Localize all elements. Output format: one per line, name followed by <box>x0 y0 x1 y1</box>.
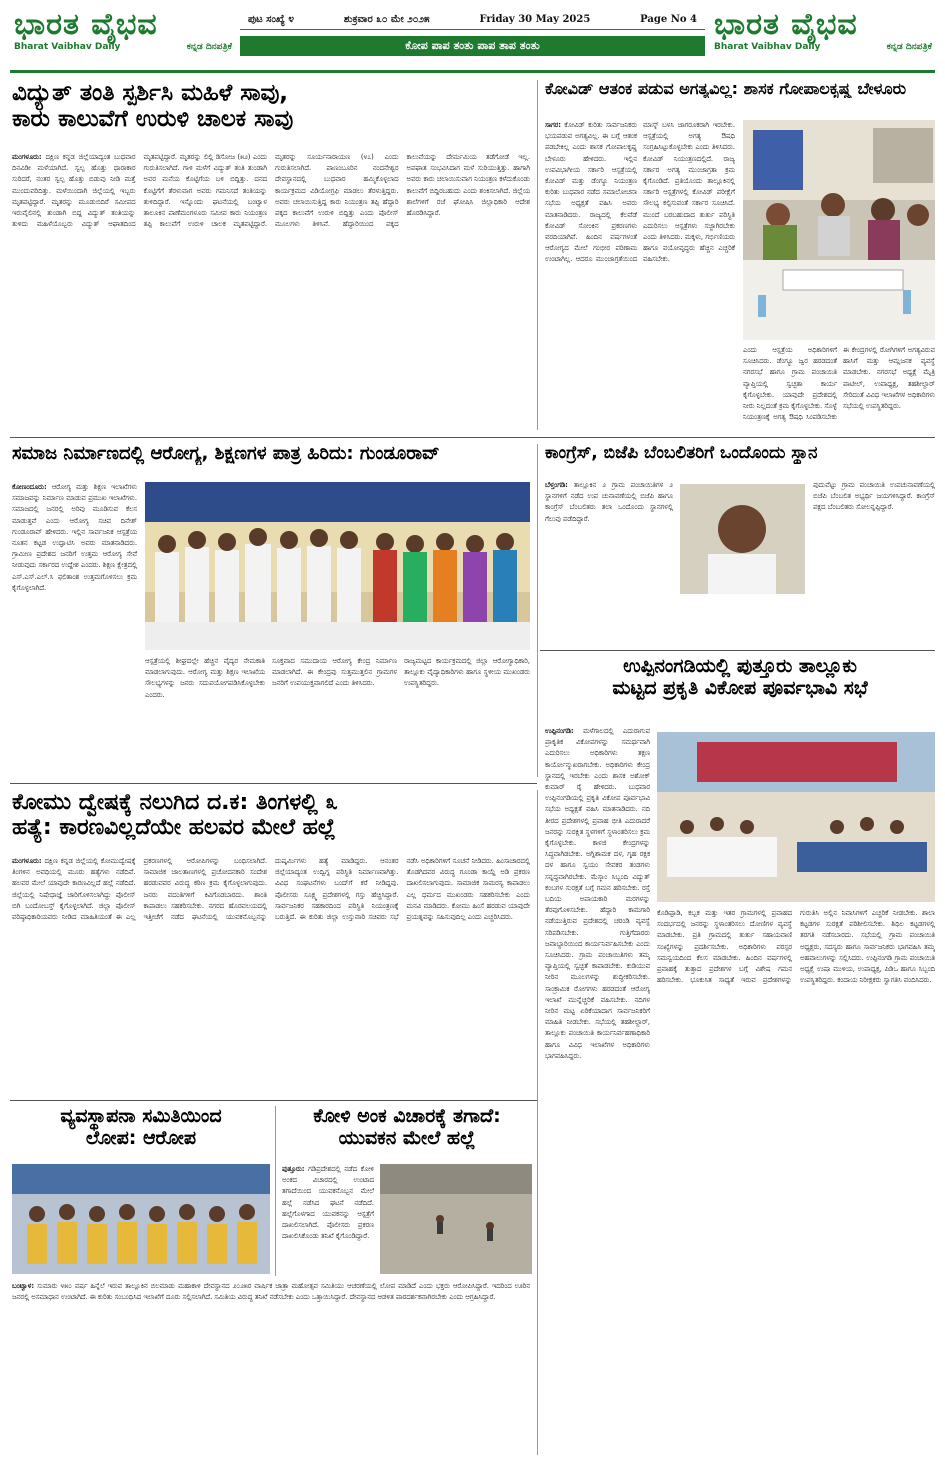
masthead-tagline: ಕೋಪ ಪಾಪ ತಂತು ಪಾಪ ತಾಪ ತಂತು <box>240 36 705 56</box>
logo-sub-english-right: Bharat Vaibhav Daily <box>714 42 821 52</box>
candidate-photo <box>680 484 805 594</box>
article-headline: ಕೋವಿಡ್ ಆತಂಕ ಪಡುವ ಅಗತ್ಯವಿಲ್ಲ: ಶಾಸಕ ಗೋಪಾಲಕೃಷ್ಣ ಬೇಳೂರು <box>545 80 907 98</box>
article-headline: ಕೋಳಿ ಅಂಕ ವಿಚಾರಕ್ಕೆ ತಗಾದೆ: ಯುವಕನ ಮೇಲೆ ಹಲ್ಲೆ <box>313 1105 501 1149</box>
article-health-education <box>12 444 530 777</box>
issue-info-bar <box>240 10 705 30</box>
article-headline: ಕಾಂಗ್ರೆಸ್, ಬಿಜೆಪಿ ಬೆಂಬಲಿತರಿಗೆ ಒಂದೊಂದು ಸ್ಥಾನ <box>545 444 818 463</box>
article-body <box>12 152 530 424</box>
article-panchayat-election <box>545 444 935 644</box>
article-body-right: ಪುದುವೆಟ್ಟು ಗ್ರಾಮ ಪಂಚಾಯಿತಿ ಉಪಚುನಾವಣೆಯಲ್ಲಿ ಬಿಜೆಪಿ ಬೆಂಬಲಿತ ಅಭ್ಯರ್ಥಿ ಜಯಗಳಿಸಿದ್ದಾರೆ. ಕಾಂಗ್ರೆಸ್ ಪಕ್ಷದ ಬೆಂಬಲಿತರು ಸೋಲನ್ನಪ್ಪಿದ್ದಾರೆ. <box>813 481 935 512</box>
students-photo <box>12 1164 270 1274</box>
article-cockfight-assault <box>282 1106 532 1286</box>
issue-number: ಪುಟ ಸಂಖ್ಯೆ ೪ <box>248 14 295 25</box>
logo-sub-english: Bharat Vaibhav Daily <box>14 42 121 52</box>
masthead-center <box>240 10 705 58</box>
logo-text: ಭಾರತ ವೈಭವ <box>14 7 158 42</box>
article-covid <box>545 80 935 430</box>
article-headline: ಉಪ್ಪಿನಂಗಡಿಯಲ್ಲಿ ಪುತ್ತೂರು ತಾಲ್ಲೂಕು ಮಟ್ಟದ ಪ್ರಕೃತಿ ವಿಕೋಪ ಪೂರ್ವಭಾವಿ ಸಭೆ <box>612 655 868 699</box>
dateline: ಮಂಗಳೂರು: <box>12 153 42 161</box>
article-headline: ಕೋಮು ದ್ವೇಷಕ್ಕೆ ನಲುಗಿದ ದ.ಕ: ತಿಂಗಳಲ್ಲಿ ೩ ಹತ್ಯೆ: ಕಾರಣವಿಲ್ಲದೆಯೇ ಹಲವರ ಮೇಲೆ ಹಲ್ಲೆ <box>12 790 338 841</box>
students-photo-image <box>12 1164 270 1274</box>
hall-meeting-photo-image <box>657 732 935 902</box>
event-photo-image <box>145 482 530 650</box>
logo-sub-kannada-right: ಕನ್ನಡ ದಿನಪತ್ರಿಕೆ <box>886 42 932 52</box>
hall-meeting-photo <box>657 732 935 902</box>
article-electrocution <box>12 80 530 430</box>
article-body: ಬಂಟ್ವಾಳ: ಸುಮಾರು ೪೫೦ ವರ್ಷ ಹಿನ್ನೆಲೆ ಇರುವ ತಾಲ್ಲೂಕಿನ ಬಿಲಮಾಡು ಮಹಾಕಾಳಿ ದೇವಸ್ಥಾನದ ೨೦೨೫ರ ವಾರ್ಷಿಕ ಜಾತ್ರಾ ಮಹೋತ್ಸವ ಸಮಿತಿಯು ಆಚರಣೆಯಲ್ಲಿ ಲೋಪ ಮಾಡಿದೆ ಎಂದು ಭಕ್ತರು ಆರೋಪಿಸಿದ್ದಾರೆ. ಇದರಿಂದ ಊರಿನ ಜನರಲ್ಲಿ ಅಸಮಾಧಾನ ಉಂಟಾಗಿದೆ. ಈ ಕುರಿತು ಸಂಬಂಧಿಸಿದ ಇಲಾಖೆಗೆ ದೂರು ಸಲ್ಲಿಸಲಾಗಿದೆ. ಸಮಿತಿಯ ವಿರುದ್ಧ ತನಿಖೆ ನಡೆಸಬೇಕು ಎಂದು ಒತ್ತಾಯಿಸಿದ್ದಾರೆ. ದೇವಸ್ಥಾನದ ಆಡಳಿತ ಪಾರದರ್ಶಕವಾಗಿರಬೇಕು ಎಂದು ಆಗ್ರಹಿಸಿದ್ದಾರೆ. <box>12 1282 530 1302</box>
candidate-photo-image <box>680 484 805 594</box>
article-body-mid1: ಆಸ್ಪತ್ರೆಯಲ್ಲಿ ಶೀಘ್ರದಲ್ಲೇ ಹೆಚ್ಚಿನ ವೈದ್ಯರ ನೇಮಕಾತಿ ಮಾಡಲಾಗುವುದು. ಆರೋಗ್ಯ ಮತ್ತು ಶಿಕ್ಷಣ ಇಲಾಖೆಯ ಸೌಲಭ್ಯಗಳನ್ನು ಜನರು ಸದುಪಯೋಗಪಡಿಸಿಕೊಳ್ಳಬೇಕು ಎಂದರು. <box>145 657 265 699</box>
masthead-logo-right <box>714 8 932 62</box>
article-body-right: ಕೊಡಿಪ್ಪಾಡಿ, ಕಬ್ಬಕ ಮತ್ತು ಇತರ ಗ್ರಾಮಗಳಲ್ಲಿ ಪ್ರವಾಹದ ಸಂದರ್ಭದಲ್ಲಿ ಜನರನ್ನು ಸ್ಥಳಾಂತರಿಸಲು ದೋಣಿಗಳ ವ್ಯವಸ್ಥೆ ಮಾಡಬೇಕು. ಪ್ರತಿ ಗ್ರಾಮದಲ್ಲಿ ತುರ್ತು ಸಹಾಯವಾಣಿ ಸಂಖ್ಯೆಗಳನ್ನು ಪ್ರದರ್ಶಿಸಬೇಕು. ಅಧಿಕಾರಿಗಳು ಪರಸ್ಪರ ಸಮನ್ವಯದಿಂದ ಕೆಲಸ ಮಾಡಬೇಕು. ಹಿಂದಿನ ವರ್ಷಗಳಲ್ಲಿ ಪ್ರವಾಹಕ್ಕೆ ತುತ್ತಾದ ಪ್ರದೇಶಗಳ ಬಗ್ಗೆ ವಿಶೇಷ ಗಮನ ಹರಿಸಬೇಕು. ಭೂಕುಸಿತ ಸಾಧ್ಯತೆ ಇರುವ ಪ್ರದೇಶಗಳನ್ನು ಗುರುತಿಸಿ ಅಲ್ಲಿನ ನಿವಾಸಿಗಳಿಗೆ ಎಚ್ಚರಿಕೆ ನೀಡಬೇಕು. ಶಾಲಾ ಕಟ್ಟಡಗಳ ಸುರಕ್ಷತೆ ಪರಿಶೀಲಿಸಬೇಕು. ಶಿಥಿಲ ಕಟ್ಟಡಗಳಲ್ಲಿ ತರಗತಿ ನಡೆಸಬಾರದು. ಸಭೆಯಲ್ಲಿ ಗ್ರಾಮ ಪಂಚಾಯಿತಿ ಅಧ್ಯಕ್ಷರು, ಸದಸ್ಯರು ಹಾಗೂ ಸಾರ್ವಜನಿಕರು ಭಾಗವಹಿಸಿ ತಮ್ಮ ಅಹವಾಲುಗಳನ್ನು ಸಲ್ಲಿಸಿದರು. ಉಪ್ಪಿನಂಗಡಿ ಗ್ರಾಮ ಪಂಚಾಯಿತಿ ಅಧ್ಯಕ್ಷೆ ಉಷಾ ಮುಳಿಯ, ಉಪಾಧ್ಯಕ್ಷ, ಪಿಡಿಒ ಹಾಗೂ ಸಿಬ್ಬಂದಿ ಉಪಸ್ಥಿತರಿದ್ದರು. ಕಂದಾಯ ನಿರೀಕ್ಷಕರು ಸ್ವಾಗತಿಸಿ ವಂದಿಸಿದರು. <box>657 909 935 985</box>
street-photo-image <box>380 1164 532 1274</box>
page-number: Page No 4 <box>640 14 697 25</box>
article-headline: ಸಮಾಜ ನಿರ್ಮಾಣದಲ್ಲಿ ಆರೋಗ್ಯ, ಶಿಕ್ಷಣಗಳ ಪಾತ್ರ ಹಿರಿದು: ಗುಂಡೂರಾವ್ <box>12 444 440 464</box>
meeting-photo-image <box>743 120 935 340</box>
article-body-mid3: ರಾಜ್ಯಮಟ್ಟದ ಕಾರ್ಯಕ್ರಮದಲ್ಲಿ ಜಿಲ್ಲಾ ಆರೋಗ್ಯಾಧಿಕಾರಿ, ತಾಲ್ಲೂಕು ವೈದ್ಯಾಧಿಕಾರಿಗಳು ಹಾಗೂ ಸ್ಥಳೀಯ ಮುಖಂಡರು ಉಪಸ್ಥಿತರಿದ್ದರು. <box>404 657 530 688</box>
street-photo <box>380 1164 532 1274</box>
article-disaster-meeting <box>545 656 935 1456</box>
masthead-logo-left <box>14 8 232 62</box>
article-body: ಮಂಗಳೂರು: ದಕ್ಷಿಣ ಕನ್ನಡ ಜಿಲ್ಲೆಯಲ್ಲಿ ಕೋಮುದ್ವೇಷಕ್ಕೆ ತಿಂಗಳಿನ ಅವಧಿಯಲ್ಲಿ ಮೂರು ಹತ್ಯೆಗಳು ನಡೆದಿವೆ. ಹಲವರ ಮೇಲೆ ಯಾವುದೇ ಕಾರಣವಿಲ್ಲದೆ ಹಲ್ಲೆ ನಡೆದಿದೆ. ಜಿಲ್ಲೆಯಲ್ಲಿ ನಿಷೇಧಾಜ್ಞೆ ಜಾರಿಗೊಳಿಸಲಾಗಿದ್ದು ಪೊಲೀಸ್ ಬಿಗಿ ಬಂದೋಬಸ್ತ್ ಕೈಗೊಳ್ಳಲಾಗಿದೆ. ಜಿಲ್ಲಾ ಪೊಲೀಸ್ ವರಿಷ್ಠಾಧಿಕಾರಿಯವರು ನೀಡಿದ ಮಾಹಿತಿಯಂತೆ ಈ ಎಲ್ಲ ಪ್ರಕರಣಗಳಲ್ಲಿ ಆರೋಪಿಗಳನ್ನು ಬಂಧಿಸಲಾಗಿದೆ. ಸಾಮಾಜಿಕ ಜಾಲತಾಣಗಳಲ್ಲಿ ಪ್ರಚೋದನಕಾರಿ ಸಂದೇಶ ಹರಡುವವರ ವಿರುದ್ಧ ಕಠಿಣ ಕ್ರಮ ಕೈಗೊಳ್ಳಲಾಗುವುದು. ಜನರು ವದಂತಿಗಳಿಗೆ ಕಿವಿಗೊಡಬಾರದು. ಶಾಂತಿ ಕಾಪಾಡಲು ಸಹಕರಿಸಬೇಕು. ನಗರದ ಹೊರವಲಯದಲ್ಲಿ ಇತ್ತೀಚೆಗೆ ನಡೆದ ಘಟನೆಯಲ್ಲಿ ಯುವಕನೊಬ್ಬನನ್ನು ದುಷ್ಕರ್ಮಿಗಳು ಹತ್ಯೆ ಮಾಡಿದ್ದರು. ಆನಂತರ ಜಿಲ್ಲೆಯಾದ್ಯಂತ ಉದ್ವಿಗ್ನ ಪರಿಸ್ಥಿತಿ ನಿರ್ಮಾಣವಾಗಿತ್ತು. ವಿವಿಧ ಸಂಘಟನೆಗಳು ಬಂದ್‌ಗೆ ಕರೆ ನೀಡಿದ್ದವು. ಪೊಲೀಸರು ಸೂಕ್ಷ್ಮ ಪ್ರದೇಶಗಳಲ್ಲಿ ಗಸ್ತು ಹೆಚ್ಚಿಸಿದ್ದಾರೆ. ಸಾರ್ವಜನಿಕರ ಸಹಕಾರದಿಂದ ಪರಿಸ್ಥಿತಿ ನಿಯಂತ್ರಣಕ್ಕೆ ಬರುತ್ತಿದೆ. ಈ ಕುರಿತು ಜಿಲ್ಲಾ ಉಸ್ತುವಾರಿ ಸಚಿವರು ಸಭೆ ನಡೆಸಿ ಅಧಿಕಾರಿಗಳಿಗೆ ಸೂಚನೆ ನೀಡಿದರು. ಹಿಂಸಾಚಾರದಲ್ಲಿ ತೊಡಗಿದವರ ವಿರುದ್ಧ ಗೂಂಡಾ ಕಾಯ್ದೆ ಅಡಿ ಪ್ರಕರಣ ದಾಖಲಿಸಲಾಗುವುದು. ಸಾಮಾಜಿಕ ಸಾಮರಸ್ಯ ಕಾಪಾಡಲು ಎಲ್ಲ ಧರ್ಮದ ಮುಖಂಡರು ಸಹಕರಿಸಬೇಕು ಎಂದು ಮನವಿ ಮಾಡಿದರು. ಕೋಮು ಹಿಂಸೆ ಹರಡುವ ಯಾವುದೇ ಪ್ರಯತ್ನವನ್ನು ಸಹಿಸುವುದಿಲ್ಲ ಎಂದು ಎಚ್ಚರಿಸಿದರು. <box>12 857 530 922</box>
article-body-left: ಬೆಳ್ತಂಗಡಿ: ತಾಲ್ಲೂಕಿನ ೨ ಗ್ರಾಮ ಪಂಚಾಯಿತಿಗಳ ೨ ಸ್ಥಾನಗಳಿಗೆ ನಡೆದ ಉಪ ಚುನಾವಣೆಯಲ್ಲಿ ಬಿಜೆಪಿ ಹಾಗೂ ಕಾಂಗ್ರೆಸ್ ಬೆಂಬಲಿತರು ತಲಾ ಒಂದೊಂದು ಸ್ಥಾನಗಳಲ್ಲಿ ಗೆಲುವು ಪಡೆದಿದ್ದಾರೆ. <box>545 481 673 523</box>
article-body-mid2: ಸೂಕ್ತವಾದ ಸಮುದಾಯ ಆರೋಗ್ಯ ಕೇಂದ್ರ ನಿರ್ಮಾಣ ಮಾಡಲಾಗಿದೆ. ಈ ಕೇಂದ್ರವು ಸುತ್ತಮುತ್ತಲಿನ ಗ್ರಾಮಗಳ ಜನರಿಗೆ ಉಪಯುಕ್ತವಾಗಲಿದೆ ಎಂದು ತಿಳಿಸಿದರು. <box>272 657 397 688</box>
meeting-photo <box>743 120 935 340</box>
article-headline: ವಿದ್ಯುತ್ ತಂತಿ ಸ್ಪರ್ಶಿಸಿ ಮಹಿಳೆ ಸಾವು, ಕಾರು ಕಾಲುವೆಗೆ ಉರುಳಿ ಚಾಲಕ ಸಾವು <box>12 80 294 133</box>
article-body-left: ಉಪ್ಪಿನಂಗಡಿ: ಮಳೆಗಾಲದಲ್ಲಿ ಎದುರಾಗುವ ಪ್ರಾಕೃತಿಕ ವಿಕೋಪಗಳನ್ನು ಸಮರ್ಥವಾಗಿ ಎದುರಿಸಲು ಅಧಿಕಾರಿಗಳು ತಕ್ಷಣ ಕಾರ್ಯೋನ್ಮುಖರಾಗಬೇಕು. ಅಧಿಕಾರಿಗಳು ಕೇಂದ್ರ ಸ್ಥಾನದಲ್ಲಿ ಇರಬೇಕು ಎಂದು ಶಾಸಕ ಅಶೋಕ್ ಕುಮಾರ್ ರೈ ಹೇಳಿದರು. ಬುಧವಾರ ಉಪ್ಪಿನಂಗಡಿಯಲ್ಲಿ ಪ್ರಕೃತಿ ವಿಕೋಪ ಪೂರ್ವಭಾವಿ ಸಭೆಯ ಅಧ್ಯಕ್ಷತೆ ವಹಿಸಿ ಮಾತನಾಡಿದರು. ನದಿ ತೀರದ ಪ್ರದೇಶಗಳಲ್ಲಿ ಪ್ರವಾಹ ಭೀತಿ ಎದುರಾದರೆ ಜನರನ್ನು ಸುರಕ್ಷಿತ ಸ್ಥಳಗಳಿಗೆ ಸ್ಥಳಾಂತರಿಸಲು ಕ್ರಮ ಕೈಗೊಳ್ಳಬೇಕು. ಕಾಳಜಿ ಕೇಂದ್ರಗಳನ್ನು ಸಿದ್ಧವಾಗಿಡಬೇಕು. ಅಗ್ನಿಶಾಮಕ ದಳ, ಗೃಹ ರಕ್ಷಕ ದಳ ಹಾಗೂ ಸ್ವಯಂ ಸೇವಕರ ತಂಡಗಳು ಸನ್ನದ್ಧವಾಗಿರಬೇಕು. ಮೆಸ್ಕಾಂ ಸಿಬ್ಬಂದಿ ವಿದ್ಯುತ್ ಕಂಬಗಳ ಸುರಕ್ಷತೆ ಬಗ್ಗೆ ಗಮನ ಹರಿಸಬೇಕು. ರಸ್ತೆ ಬದಿಯ ಅಪಾಯಕಾರಿ ಮರಗಳನ್ನು ತೆರವುಗೊಳಿಸಬೇಕು. ಹೆದ್ದಾರಿ ಕಾಮಗಾರಿ ನಡೆಯುತ್ತಿರುವ ಪ್ರದೇಶದಲ್ಲಿ ಚರಂಡಿ ವ್ಯವಸ್ಥೆ ಸರಿಪಡಿಸಬೇಕು. ಗುತ್ತಿಗೆದಾರರು ಜವಾಬ್ದಾರಿಯಿಂದ ಕಾರ್ಯನಿರ್ವಹಿಸಬೇಕು ಎಂದು ಸೂಚಿಸಿದರು. ಗ್ರಾಮ ಪಂಚಾಯಿತಿಗಳು ತಮ್ಮ ವ್ಯಾಪ್ತಿಯಲ್ಲಿ ಸ್ವಚ್ಛತೆ ಕಾಪಾಡಬೇಕು. ಕುಡಿಯುವ ನೀರಿನ ಮೂಲಗಳನ್ನು ಶುದ್ಧೀಕರಿಸಬೇಕು. ಸಾಂಕ್ರಾಮಿಕ ರೋಗಗಳು ಹರಡದಂತೆ ಆರೋಗ್ಯ ಇಲಾಖೆ ಮುನ್ನೆಚ್ಚರಿಕೆ ವಹಿಸಬೇಕು. ನದಿಗಳ ನೀರಿನ ಮಟ್ಟ ಏರಿಕೆಯಾದಾಗ ಸಾರ್ವಜನಿಕರಿಗೆ ಮಾಹಿತಿ ನೀಡಬೇಕು. ಸಭೆಯಲ್ಲಿ ತಹಶೀಲ್ದಾರ್, ತಾಲ್ಲೂಕು ಪಂಚಾಯಿತಿ ಕಾರ್ಯನಿರ್ವಹಣಾಧಿಕಾರಿ ಹಾಗೂ ವಿವಿಧ ಇಲಾಖೆಗಳ ಅಧಿಕಾರಿಗಳು ಭಾಗವಹಿಸಿದ್ದರು. <box>545 727 650 1060</box>
article-communal-violence <box>12 790 530 1095</box>
article-body-right2: ಈ ಕೇಂದ್ರಗಳಲ್ಲಿ ರೋಗಿಗಳಿಗೆ ಅಗತ್ಯವಿರುವ ಹಾಸಿಗೆ ಮತ್ತು ಆಮ್ಲಜನಕ ವ್ಯವಸ್ಥೆ ಮಾಡಬೇಕು. ನಗರಸಭೆ ಅಧ್ಯಕ್ಷೆ ಮೈತ್ರಿ ಪಾಟೀಲ್, ಉಪಾಧ್ಯಕ್ಷ, ತಹಶೀಲ್ದಾರ್ ಸೇರಿದಂತೆ ವಿವಿಧ ಇಲಾಖೆಗಳ ಅಧಿಕಾರಿಗಳು ಸಭೆಯಲ್ಲಿ ಉಪಸ್ಥಿತರಿದ್ದರು. <box>843 346 935 411</box>
logo-text-right: ಭಾರತ ವೈಭವ <box>714 7 858 42</box>
article-headline: ವ್ಯವಸ್ಥಾಪನಾ ಸಮಿತಿಯಿಂದ ಲೋಪ: ಆರೋಪ <box>60 1105 222 1149</box>
date-english: Friday 30 May 2025 <box>479 14 591 25</box>
article-body: ಪುತ್ತೂರು: ಗಡಿಪ್ರದೇಶದಲ್ಲಿ ನಡೆದ ಕೋಳಿ ಅಂಕದ ವಿಚಾರದಲ್ಲಿ ಉಂಟಾದ ತಗಾದೆಯಿಂದ ಯುವಕನೊಬ್ಬನ ಮೇಲೆ ಹಲ್ಲೆ ನಡೆಸಿದ ಘಟನೆ ನಡೆದಿದೆ. ಹಲ್ಲೆಗೊಳಗಾದ ಯುವಕನನ್ನು ಆಸ್ಪತ್ರೆಗೆ ದಾಖಲಿಸಲಾಗಿದೆ. ಪೊಲೀಸರು ಪ್ರಕರಣ ದಾಖಲಿಸಿಕೊಂಡು ತನಿಖೆ ಕೈಗೊಂಡಿದ್ದಾರೆ. <box>282 1165 374 1241</box>
logo-sub-kannada: ಕನ್ನಡ ದಿನಪತ್ರಿಕೆ <box>186 42 232 52</box>
date-kannada: ಶುಕ್ರವಾರ ೩೦ ಮೇ ೨೦೨೫ <box>343 14 430 25</box>
article-text: ದಕ್ಷಿಣ ಕನ್ನಡ ಜಿಲ್ಲೆಯಾದ್ಯಂತ ಬುಧವಾರ ದಿನವಿಡೀ ಮಳೆಯಾಗಿದೆ. ಸ್ವಲ್ಪ ಹೊತ್ತು ಧಾರಾಕಾರ ಸುರಿದರೆ, ನಂತರ ಸ್ವಲ್ಪ ಹೊತ್ತು ಬಿಡುವು ನೀಡಿ ಮತ್ತೆ ಮುಂದುವರಿದಿತ್ತು. ಮಳೆಯಿಂದಾಗಿ ಜಿಲ್ಲೆಯಲ್ಲಿ ಇಬ್ಬರು ಮೃತಪಟ್ಟಿದ್ದಾರೆ. ಮೃತರನ್ನು ಮೂಡುಬಿದಿರೆ ಸಮೀಪದ ಇರುವೈಲಿನಲ್ಲಿ ತುಂಡಾಗಿ ಬಿದ್ದ ವಿದ್ಯುತ್ ತಂತಿಯನ್ನು ತುಳಿದು ಮಹಿಳೆಯೊಬ್ಬರು ವಿದ್ಯುತ್ ಆಘಾತದಿಂದ ಮೃತಪಟ್ಟಿದ್ದಾರೆ. ಮೃತರನ್ನು ಲಿಲ್ಲಿ ಡಿಸೋಜ (೫೨) ಎಂದು ಗುರುತಿಸಲಾಗಿದೆ. ಗಾಳಿ ಮಳೆಗೆ ವಿದ್ಯುತ್ ತಂತಿ ತುಂಡಾಗಿ ಅವರ ಮನೆಯ ಕೊಟ್ಟಿಗೆಯ ಬಳಿ ಬಿದ್ದಿತ್ತು. ದನದ ಕೊಟ್ಟಿಗೆಗೆ ತೆರಳುವಾಗ ಅವರು ಗಮನಿಸದೆ ತಂತಿಯನ್ನು ತುಳಿದಿದ್ದಾರೆ. ಇನ್ನೊಂದು ಘಟನೆಯಲ್ಲಿ ಬಂಟ್ವಾಳ ತಾಲೂಕಿನ ಪಾಣೆಮಂಗಳೂರು ಸಮೀಪ ಕಾರು ನಿಯಂತ್ರಣ ತಪ್ಪಿ ಕಾಲುವೆಗೆ ಉರುಳಿ ಚಾಲಕ ಮೃತಪಟ್ಟಿದ್ದಾರೆ. ಮೃತರನ್ನು ಸೂರ್ಯನಾರಾಯಣ (೪೭) ಎಂದು ಗುರುತಿಸಲಾಗಿದೆ. ಪಾಣಂಬೂರಿನ ನಂದನೇಶ್ವರ ದೇವಸ್ಥಾನದಲ್ಲಿ ಬುಧವಾರ ಹಮ್ಮಿಕೊಳ್ಳಲಾದ ಕಾರ್ಯಕ್ರಮದ ವಿಡಿಯೋಗ್ರಫಿ ಮಾಡಲು ತೆರಳುತ್ತಿದ್ದರು. ಅವರು ಚಲಾಯಿಸುತ್ತಿದ್ದ ಕಾರು ನಿಯಂತ್ರಣ ತಪ್ಪಿ ಹೆದ್ದಾರಿ ಪಕ್ಕದ ಕಾಲುವೆಗೆ ಉರುಳಿ ಬಿದ್ದಿತ್ತು ಎಂದು ಪೊಲೀಸ್ ಮೂಲಗಳು ತಿಳಿಸಿವೆ. ಹೆದ್ದಾರಿಯಿಂದ ಪಕ್ಕದ ಕಾಲುವೆಯನ್ನು ದೇರ್ಮಮಿಯ ತಡೆಗೋಡೆ ಇಲ್ಲ. ಅಪಘಾತ ಸಂಭವಿಸಿದಾಗ ಮಳೆ ಸುರಿಯುತ್ತಿತ್ತು. ಹಾಗಾಗಿ ಅವರು ಕಾರು ಚಲಾಯಿಸುವಾಗ ನಿಯಂತ್ರಣ ಕಳೆದುಕೊಂಡು ಕಾಲುವೆಗೆ ಬಿದ್ದಿರಬಹುದು ಎಂದು ಶಂಕಿಸಲಾಗಿದೆ. ಜಿಲ್ಲೆಯ ಶಾಲೆಗಳಿಗೆ ರಜೆ ಘೋಷಿಸಿ ಜಿಲ್ಲಾಧಿಕಾರಿ ಆದೇಶ ಹೊರಡಿಸಿದ್ದಾರೆ. <box>12 153 530 229</box>
article-body-left: ಸಾಗರ: ಕೋವಿಡ್ ಕುರಿತು ಸಾರ್ವಜನಿಕರು ಭಯಪಡುವ ಅಗತ್ಯವಿಲ್ಲ. ಈ ಬಗ್ಗೆ ಆತಂಕ ಪಡಬೇಕಿಲ್ಲ ಎಂದು ಶಾಸಕ ಗೋಪಾಲಕೃಷ್ಣ ಬೇಳೂರು ಹೇಳಿದರು. ಇಲ್ಲಿನ ಉಪವಿಭಾಗೀಯ ಸರ್ಕಾರಿ ಆಸ್ಪತ್ರೆಯಲ್ಲಿ ಕೋವಿಡ್ ಮತ್ತು ಡೆಂಗ್ಯೂ ನಿಯಂತ್ರಣ ಕುರಿತು ಬುಧವಾರ ನಡೆದ ಸಮಾಲೋಚನಾ ಸಭೆಯ ಅಧ್ಯಕ್ಷತೆ ವಹಿಸಿ ಅವರು ಮಾತನಾಡಿದರು. ರಾಜ್ಯದಲ್ಲಿ ಕೆಲವೆಡೆ ಕೋವಿಡ್ ಸೋಂಕಿನ ಪ್ರಕರಣಗಳು ವರದಿಯಾಗಿವೆ. ಹಿಂದಿನ ವರ್ಷಗಳಂತೆ ಆರೋಗ್ಯದ ಮೇಲೆ ಗಂಭೀರ ಪರಿಣಾಮ ಉಂಟಾಗಿಲ್ಲ. ಆದರೂ ಮುಂಜಾಗ್ರತೆಯಿಂದ ಮಾಸ್ಕ್ ಬಳಸಿ ಜಾಗರೂಕರಾಗಿ ಇರಬೇಕು. ಆಸ್ಪತ್ರೆಯಲ್ಲಿ ಅಗತ್ಯ ಔಷಧಿ ಸಂಗ್ರಹಿಸಿಟ್ಟುಕೊಳ್ಳಬೇಕು ಎಂದು ತಿಳಿಸಿದರು. ಕೋವಿಡ್ ನಿಯಂತ್ರಣದಲ್ಲಿದೆ. ರಾಜ್ಯ ಸರ್ಕಾರ ಅಗತ್ಯ ಮುಂಜಾಗ್ರತಾ ಕ್ರಮ ಕೈಗೊಂಡಿದೆ. ಪ್ರತಿಯೊಂದು ತಾಲ್ಲೂಕಿನಲ್ಲಿ ಸರ್ಕಾರಿ ಆಸ್ಪತ್ರೆಗಳಲ್ಲಿ ಕೋವಿಡ್ ಪರೀಕ್ಷೆಗೆ ಸೌಲಭ್ಯ ಕಲ್ಪಿಸುವಂತೆ ಸರ್ಕಾರ ಸೂಚಿಸಿದೆ. ಮುಂದೆ ಬರಬಹುದಾದ ತುರ್ತು ಪರಿಸ್ಥಿತಿ ಎದುರಿಸಲು ಆಸ್ಪತ್ರೆಗಳು ಸಜ್ಜಾಗಿರಬೇಕು ಎಂದು ತಿಳಿಸಿದರು. ಮಕ್ಕಳು, ಗರ್ಭಿಣಿಯರು ಹಾಗೂ ವಯೋವೃದ್ಧರು ಹೆಚ್ಚಿನ ಎಚ್ಚರಿಕೆ ವಹಿಸಬೇಕು. <box>545 121 735 264</box>
masthead-rule <box>10 70 935 73</box>
article-body-right: ಎಂದು ಆಸ್ಪತ್ರೆಯ ಅಧಿಕಾರಿಗಳಿಗೆ ಸೂಚಿಸಿದರು. ಡೆಂಗ್ಯೂ ಜ್ವರ ಹರಡದಂತೆ ನಗರಸಭೆ ಹಾಗೂ ಗ್ರಾಮ ಪಂಚಾಯಿತಿ ವ್ಯಾಪ್ತಿಯಲ್ಲಿ ಸ್ವಚ್ಛತಾ ಕಾರ್ಯ ಕೈಗೊಳ್ಳಬೇಕು. ಯಾವುದೇ ಪ್ರದೇಶದಲ್ಲಿ ನೀರು ನಿಲ್ಲದಂತೆ ಕ್ರಮ ಕೈಗೊಳ್ಳಬೇಕು. ಸೊಳ್ಳೆ ನಿಯಂತ್ರಣಕ್ಕೆ ಅಗತ್ಯ ಔಷಧಿ ಸಿಂಪಡಿಸಬೇಕು <box>743 346 837 422</box>
event-photo <box>145 482 530 650</box>
article-body-left: ಕೋಣಂದೂರು: ಆರೋಗ್ಯ ಮತ್ತು ಶಿಕ್ಷಣ ಇಲಾಖೆಗಳು ಸಮಾಜವನ್ನು ನಿರ್ಮಾಣ ಮಾಡುವ ಪ್ರಮುಖ ಇಲಾಖೆಗಳು. ಸಮಾಜದಲ್ಲಿ ಜನರಲ್ಲಿ ಅರಿವು ಮೂಡಿಸುವ ಕೆಲಸ ಮಾಡುತ್ತವೆ ಎಂದು ಆರೋಗ್ಯ ಸಚಿವ ದಿನೇಶ್ ಗುಂಡೂರಾವ್ ಹೇಳಿದರು. ಇಲ್ಲಿನ ಸಾರ್ವಜನಿಕ ಆಸ್ಪತ್ರೆಯ ನೂತನ ಕಟ್ಟಡ ಉದ್ಘಾಟಿಸಿ ಅವರು ಮಾತನಾಡಿದರು. ಗ್ರಾಮೀಣ ಪ್ರದೇಶದ ಜನರಿಗೆ ಉತ್ತಮ ಆರೋಗ್ಯ ಸೇವೆ ನೀಡುವುದು ಸರ್ಕಾರದ ಉದ್ದೇಶ ಎಂದರು. ಶಿಕ್ಷಣ ಕ್ಷೇತ್ರದಲ್ಲಿ ಎಸ್.ಎಸ್.ಎಲ್.ಸಿ ಫಲಿತಾಂಶ ಉತ್ತಮಗೊಳಿಸಲು ಕ್ರಮ ಕೈಗೊಳ್ಳಲಾಗಿದೆ. <box>12 483 137 592</box>
